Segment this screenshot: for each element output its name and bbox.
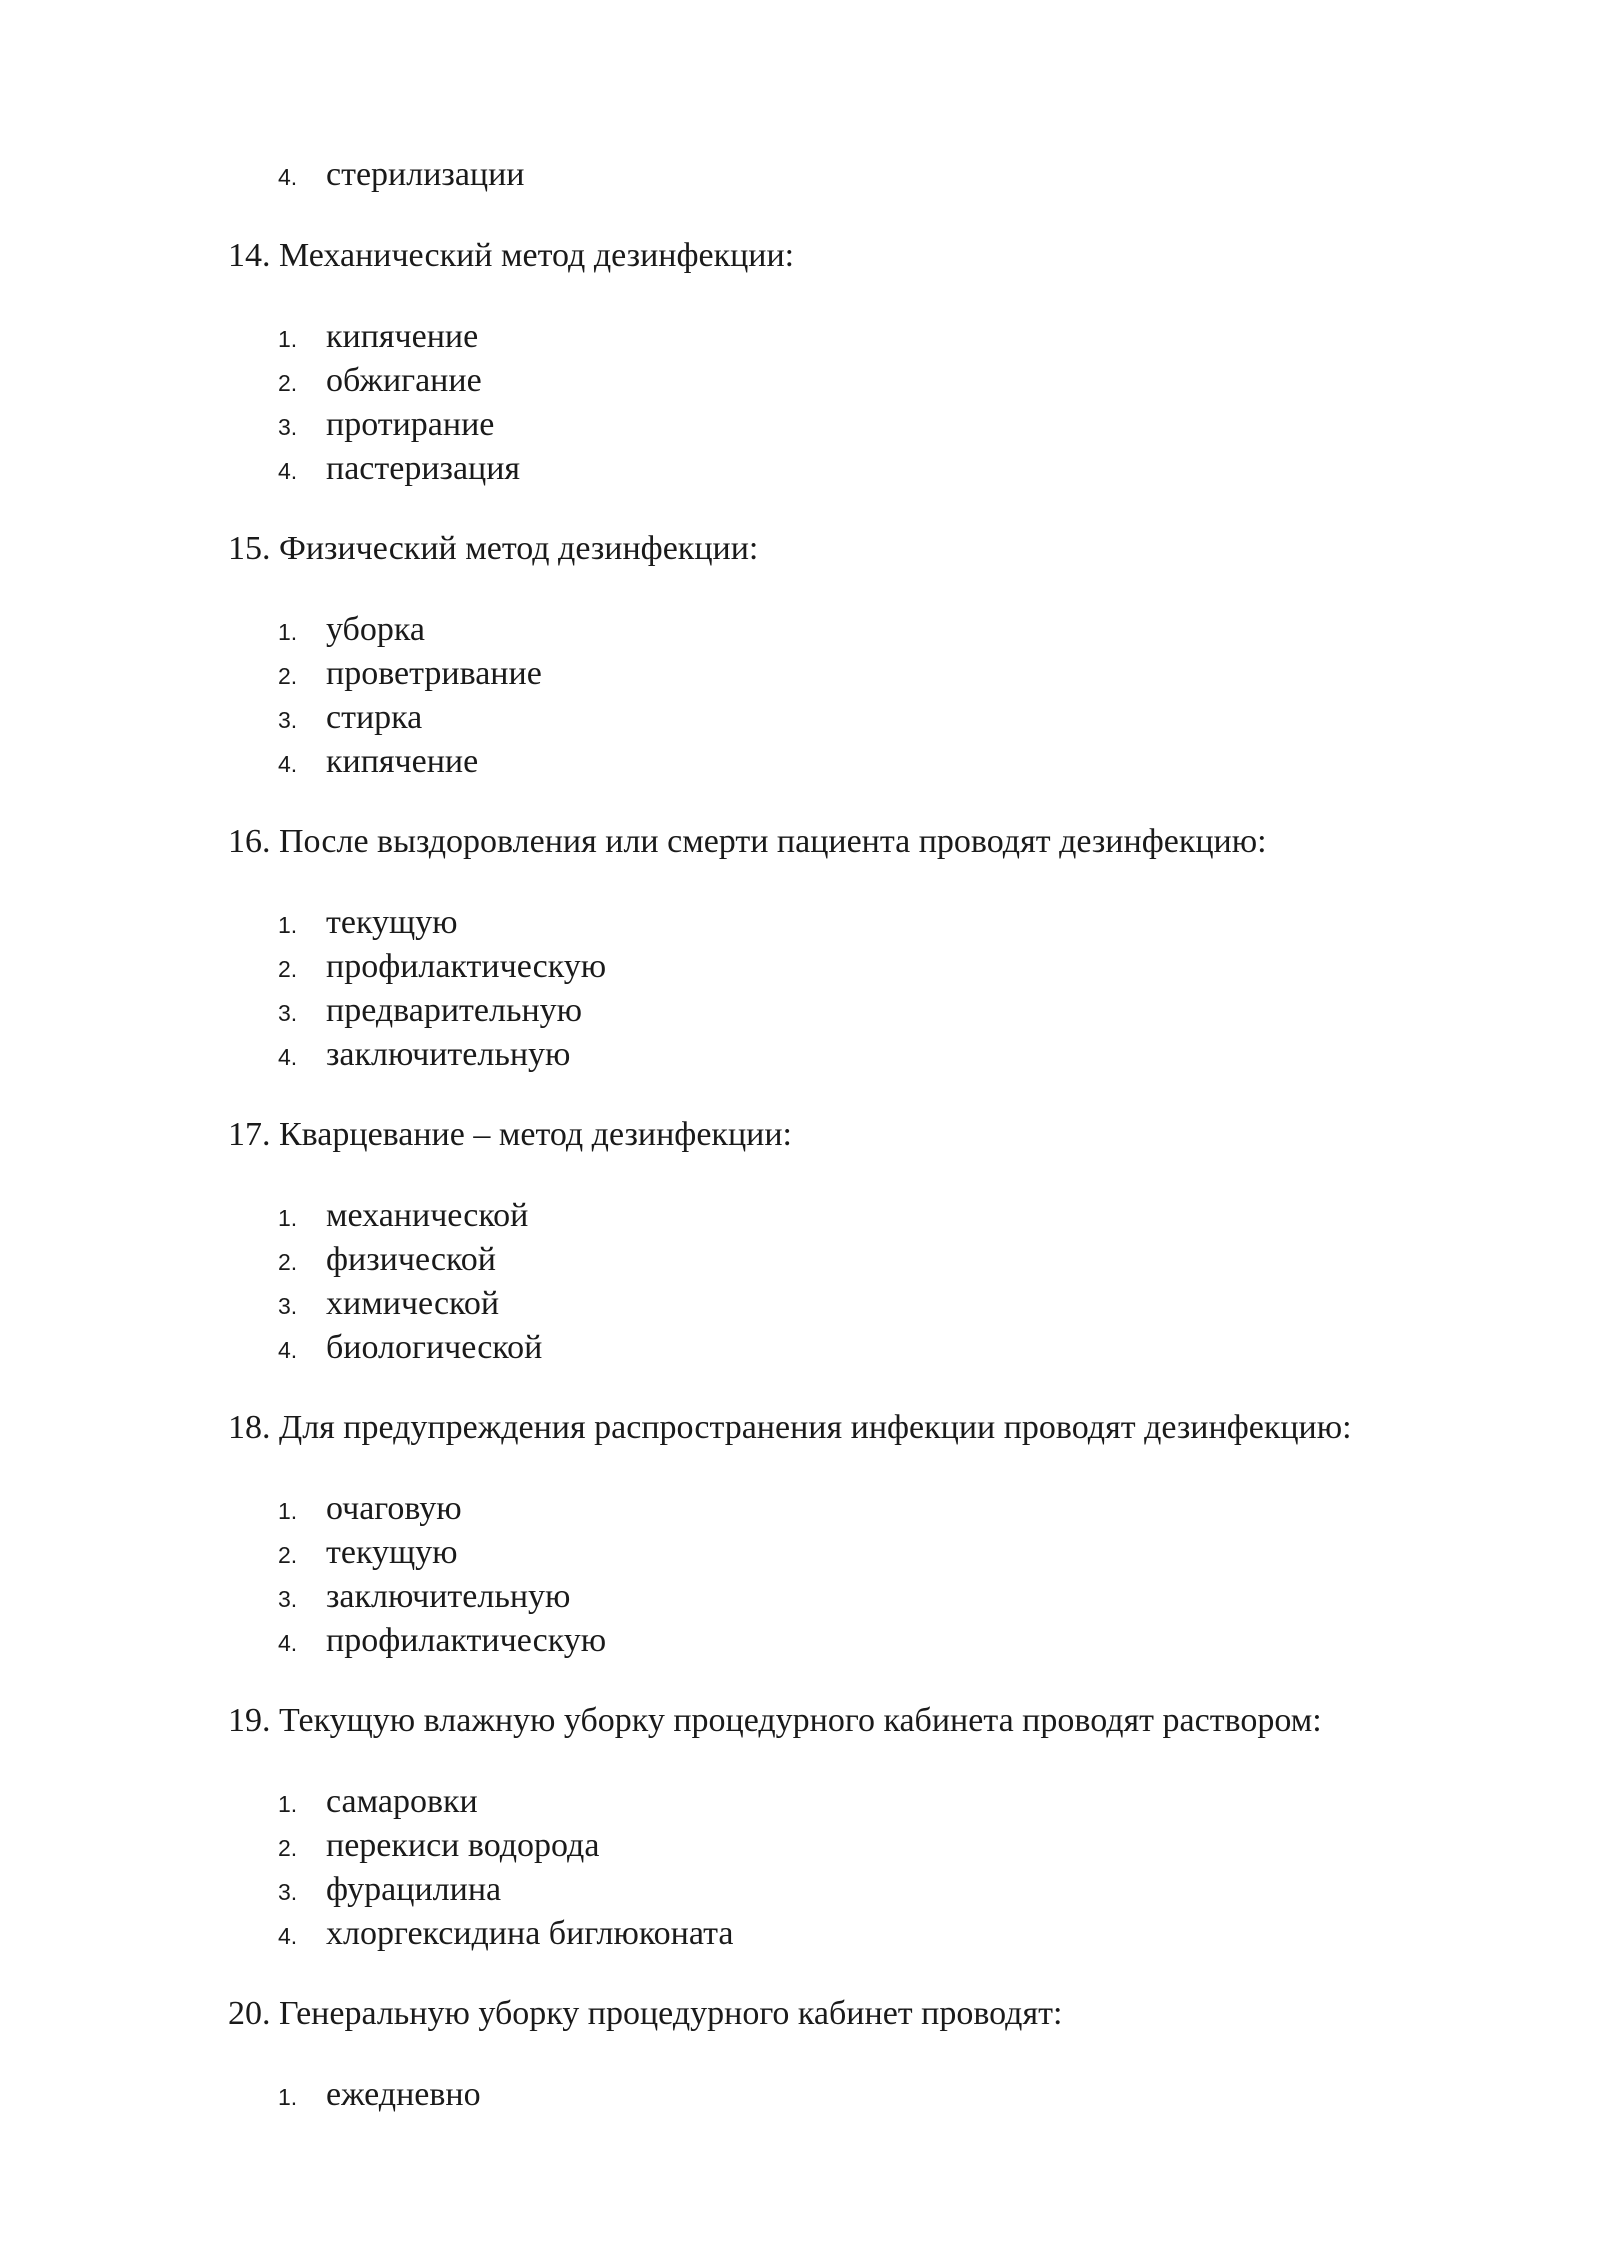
option-number: 3. — [278, 1879, 298, 1905]
option-text: кипячение — [326, 318, 479, 355]
option-text: заключительную — [326, 1036, 571, 1073]
question-19-title: 19. Текущую влажную уборку процедурного кабинета проводят раствором: — [228, 1702, 1322, 1739]
question-15-title: 15. Физический метод дезинфекции: — [228, 530, 759, 567]
option-text: физической — [326, 1241, 496, 1278]
option-text: профилактическую — [326, 948, 607, 985]
option-number: 1. — [278, 619, 298, 645]
list-item — [278, 947, 606, 987]
list-item — [278, 1328, 542, 1368]
list-item — [278, 1196, 528, 1236]
list-item — [278, 903, 458, 943]
option-text: кипячение — [326, 743, 479, 780]
option-text: ежедневно — [326, 2076, 481, 2113]
list-item — [278, 2075, 481, 2115]
option-number: 2. — [278, 1249, 298, 1275]
list-item — [278, 405, 494, 445]
option-number: 4. — [278, 458, 298, 484]
option-text: самаровки — [326, 1783, 478, 1820]
option-number: 1. — [278, 1498, 298, 1524]
option-number: 2. — [278, 1542, 298, 1568]
option-number: 4. — [278, 1923, 298, 1949]
list-item — [278, 1782, 478, 1822]
option-text: механической — [326, 1197, 529, 1234]
question-18-title: 18. Для предупреждения распространения инфекции проводят дезинфекцию: — [228, 1409, 1352, 1446]
option-number: 4. — [278, 1044, 298, 1070]
list-item — [278, 1035, 570, 1075]
option-text: предварительную — [326, 992, 583, 1029]
option-text: обжигание — [326, 362, 482, 399]
option-number: 3. — [278, 414, 298, 440]
option-text: химической — [326, 1285, 500, 1322]
question-20-title: 20. Генеральную уборку процедурного кабинет проводят: — [228, 1995, 1063, 2032]
option-text: стирка — [326, 699, 423, 736]
list-item — [278, 1284, 499, 1324]
list-item — [278, 361, 482, 401]
option-number: 4. — [278, 1630, 298, 1656]
question-16-title: 16. После выздоровления или смерти пациента проводят дезинфекцию: — [228, 823, 1267, 860]
option-number: 1. — [278, 1205, 298, 1231]
option-text: хлоргексидина биглюконата — [326, 1915, 734, 1952]
option-text: биологической — [326, 1329, 543, 1366]
option-number: 3. — [278, 707, 298, 733]
option-text: текущую — [326, 1534, 458, 1571]
option-number: 2. — [278, 1835, 298, 1861]
option-text: текущую — [326, 904, 458, 941]
list-item — [278, 449, 520, 489]
option-number: 2. — [278, 663, 298, 689]
option-number: 4. — [278, 751, 298, 777]
option-text: протирание — [326, 406, 495, 443]
list-item — [278, 1577, 570, 1617]
list-item — [278, 155, 525, 195]
list-item — [278, 1870, 501, 1910]
list-item — [278, 991, 582, 1031]
option-text: стерилизации — [326, 156, 525, 193]
option-text: проветривание — [326, 655, 542, 692]
option-number: 1. — [278, 326, 298, 352]
option-text: пастеризация — [326, 450, 521, 487]
option-number: 3. — [278, 1000, 298, 1026]
option-text: очаговую — [326, 1490, 462, 1527]
option-number: 4. — [278, 164, 298, 190]
option-text: заключительную — [326, 1578, 571, 1615]
option-text: профилактическую — [326, 1622, 607, 1659]
list-item — [278, 654, 542, 694]
list-item — [278, 1533, 458, 1573]
list-item — [278, 1826, 599, 1866]
list-item — [278, 317, 478, 357]
list-item — [278, 1914, 733, 1954]
option-number: 2. — [278, 956, 298, 982]
list-item — [278, 698, 422, 738]
list-item — [278, 1240, 496, 1280]
option-text: перекиси водорода — [326, 1827, 600, 1864]
option-text: фурацилина — [326, 1871, 502, 1908]
list-item — [278, 610, 425, 650]
list-item — [278, 742, 478, 782]
option-number: 1. — [278, 2084, 298, 2110]
option-text: уборка — [326, 611, 425, 648]
option-number: 2. — [278, 370, 298, 396]
list-item — [278, 1621, 606, 1661]
option-number: 1. — [278, 1791, 298, 1817]
question-17-title: 17. Кварцевание – метод дезинфекции: — [228, 1116, 792, 1153]
option-number: 3. — [278, 1293, 298, 1319]
option-number: 1. — [278, 912, 298, 938]
question-14-title: 14. Механический метод дезинфекции: — [228, 237, 795, 274]
option-number: 4. — [278, 1337, 298, 1363]
list-item — [278, 1489, 462, 1529]
option-number: 3. — [278, 1586, 298, 1612]
